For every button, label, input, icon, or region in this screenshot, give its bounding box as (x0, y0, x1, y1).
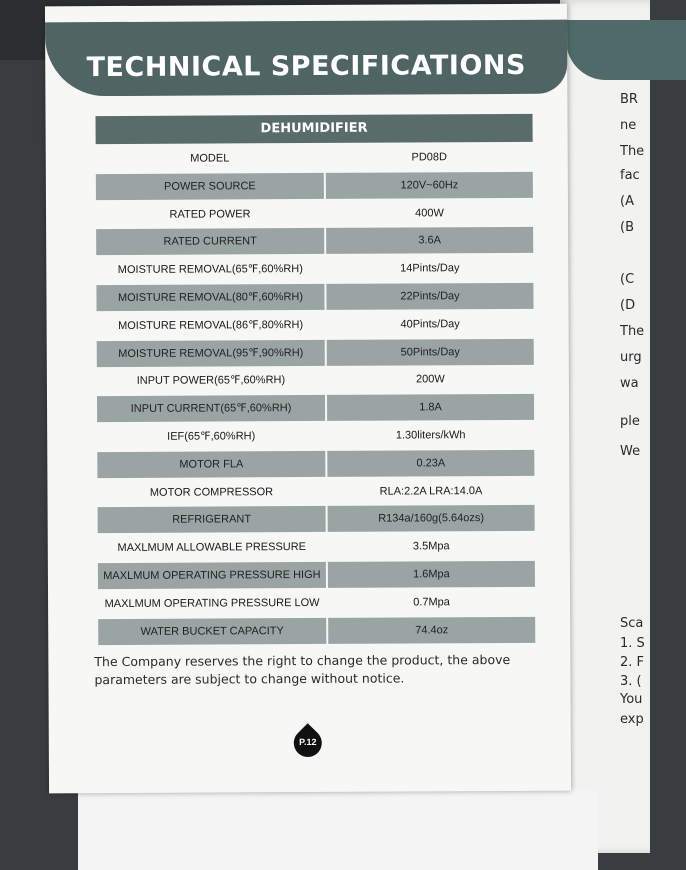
adjacent-page-fragment: 3. ( (620, 674, 642, 689)
spec-value: 1.6Mpa (328, 561, 535, 588)
spec-value: PD08D (411, 151, 448, 164)
table-row (98, 616, 535, 644)
adjacent-page-fragment: BR (620, 92, 638, 107)
spec-label: INPUT CURRENT(65℉,60%RH) (97, 395, 325, 422)
table-row (96, 144, 533, 172)
spec-table (96, 114, 536, 645)
table-row (97, 422, 534, 450)
spec-value: 1.30liters/kWh (395, 429, 466, 442)
spec-value: 400W (415, 206, 444, 220)
manual-page (45, 4, 571, 794)
disclaimer-note: The Company reserves the right to change the product, the above parameters are subject to change without notice. (94, 651, 511, 688)
spec-label: MOISTURE REMOVAL(65℉,60%RH) (117, 263, 303, 277)
table-row (97, 366, 534, 394)
adjacent-page-fragment: (D (620, 298, 636, 313)
adjacent-page-fragment: The (620, 144, 645, 159)
spec-label: MOTOR FLA (97, 451, 325, 478)
spec-value: 50Pints/Day (327, 338, 534, 365)
spec-label: WATER BUCKET CAPACITY (98, 617, 326, 644)
adjacent-page-fragment: (B (620, 220, 634, 235)
spec-value: 3.6A (326, 227, 533, 254)
adjacent-page-fragment: 1. S (620, 636, 645, 651)
table-row (98, 533, 535, 561)
table-row (97, 394, 534, 422)
spec-value: 1.8A (327, 394, 534, 421)
adjacent-page-fragment: 2. F (620, 655, 645, 670)
spec-value: RLA:2.2A LRA:14.0A (379, 484, 483, 498)
spec-value: 3.5Mpa (412, 540, 450, 553)
spec-label: RATED POWER (169, 207, 251, 221)
spec-value: 200W (415, 373, 445, 386)
table-row (98, 561, 535, 589)
adjacent-page-fragment: You (620, 692, 643, 707)
adjacent-page-fragment: urg (620, 350, 642, 365)
spec-label: IEF(65℉,60%RH) (167, 430, 256, 443)
spec-label: MAXLMUM OPERATING PRESSURE LOW (104, 596, 320, 610)
spec-value: 0.23A (327, 450, 534, 477)
spec-label: MOTOR COMPRESSOR (149, 485, 274, 499)
spec-label: MOISTURE REMOVAL(86℉,80%RH) (118, 318, 304, 332)
spec-value: R134a/160g(5.64ozs) (328, 505, 535, 532)
spec-label: MODEL (190, 152, 230, 165)
adjacent-page-banner (566, 20, 686, 80)
adjacent-page-fragment: wa (620, 376, 639, 391)
spec-value: 14Pints/Day (400, 262, 460, 275)
spec-label: INPUT POWER(65℉,60%RH) (136, 374, 286, 388)
spec-label: MAXLMUM OPERATING PRESSURE HIGH (98, 562, 326, 589)
spec-value: 22Pints/Day (326, 283, 533, 310)
spec-value: 40Pints/Day (400, 317, 460, 331)
spec-label: MAXLMUM ALLOWABLE PRESSURE (117, 541, 307, 555)
table-row (97, 338, 534, 366)
adjacent-page-fragment: The (620, 324, 645, 339)
spec-label: POWER SOURCE (96, 173, 324, 200)
spec-label: REFRIGERANT (98, 506, 326, 533)
page-title: TECHNICAL SPECIFICATIONS (86, 49, 527, 84)
spec-label: RATED CURRENT (96, 228, 324, 255)
table-row (97, 477, 534, 505)
table-row (96, 255, 533, 283)
table-row (97, 450, 534, 478)
table-header: DEHUMIDIFIER (96, 114, 533, 144)
adjacent-page-fragment: exp (620, 712, 644, 727)
spec-label: MOISTURE REMOVAL(80℉,60%RH) (96, 284, 324, 311)
table-row (97, 311, 534, 339)
adjacent-page-fragment: (C (620, 272, 635, 287)
table-row (96, 172, 533, 200)
table-row (96, 283, 533, 311)
adjacent-page-fragment: fac (620, 168, 640, 183)
adjacent-page-fragment: ple (620, 414, 640, 429)
page-number: P.12 (299, 736, 317, 748)
adjacent-page-fragment: ne (620, 118, 637, 133)
table-row (96, 227, 533, 255)
table-row (98, 505, 535, 533)
spec-label: MOISTURE REMOVAL(95℉,90%RH) (97, 339, 325, 366)
spec-value: 0.7Mpa (413, 596, 450, 609)
lower-sheet (78, 790, 598, 870)
table-row (98, 589, 535, 617)
adjacent-page-fragment: We (620, 444, 641, 459)
spec-value: 74.4oz (328, 616, 535, 643)
adjacent-page-fragment: Sca (620, 616, 644, 631)
spec-value: 120V~60Hz (326, 172, 533, 199)
table-row (96, 199, 533, 227)
adjacent-page-fragment: (A (620, 194, 634, 209)
